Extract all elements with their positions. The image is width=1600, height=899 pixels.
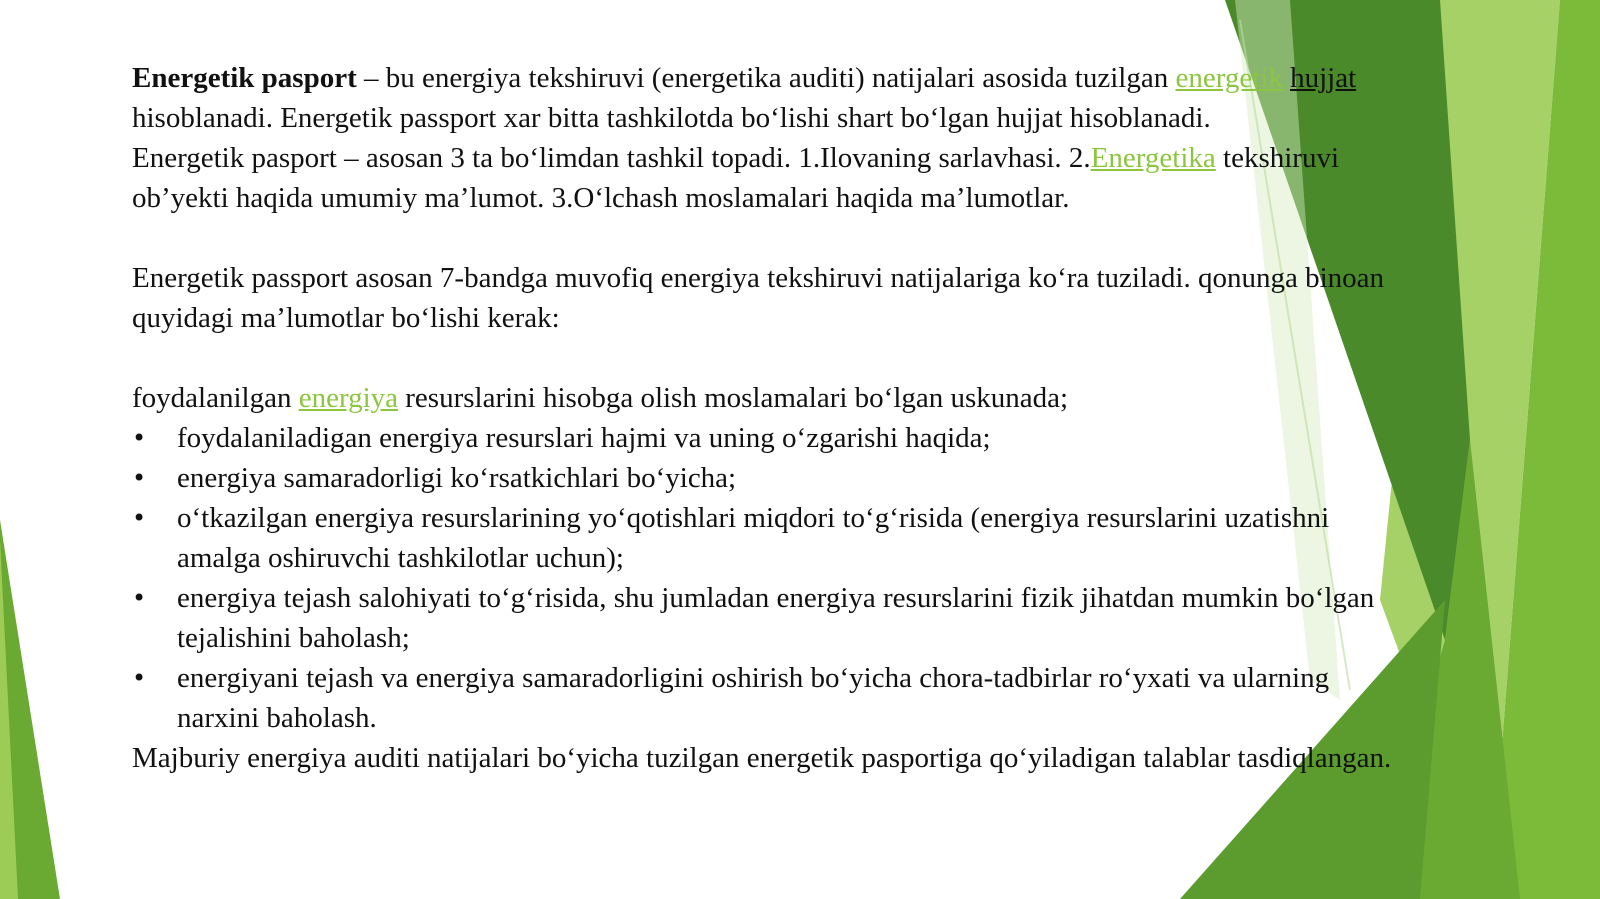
- equipment-text-b: resurslarini hisobga olish moslamalari bo‘lgan uskunada;: [398, 382, 1069, 414]
- list-item: • foydalaniladigan energiya resurslari hajmi va uning o‘zgarishi haqida;: [132, 418, 1412, 458]
- term-energetik-pasport: Energetik pasport: [132, 62, 357, 94]
- paragraph-definition: [132, 58, 1412, 138]
- bullet-icon: •: [132, 464, 147, 492]
- link-energiya[interactable]: energiya: [298, 382, 399, 414]
- definition-text-b: hisoblanadi. Energetik passport xar bitta tashkilotda bo‘lishi shart bo‘lgan hujjat hisoblanadi.: [132, 102, 1211, 134]
- bullet-icon: •: [132, 504, 147, 532]
- paragraph-sections: [132, 138, 1412, 218]
- slide-body: [132, 58, 1412, 778]
- bullet-icon: •: [132, 424, 147, 452]
- bullet-icon: •: [132, 584, 147, 612]
- link-hujjat[interactable]: hujjat: [1290, 62, 1357, 94]
- list-item: • energiyani tejash va energiya samaradorligini oshirish bo‘yicha chora-tadbirlar ro‘yxati va ularning narxini baholash.: [132, 658, 1412, 738]
- spacer: [132, 218, 1412, 258]
- link-energetik[interactable]: energetik: [1175, 62, 1283, 94]
- definition-text-a: – bu energiya tekshiruvi (energetika auditi) natijalari asosida tuzilgan: [356, 62, 1176, 94]
- requirements-list: [132, 418, 1412, 738]
- bullet-icon: •: [132, 664, 147, 692]
- list-item: • energiya tejash salohiyati to‘g‘risida, shu jumladan energiya resurslarini fizik jihatdan mumkin bo‘lgan tejalishini baholash;: [132, 578, 1412, 658]
- equipment-text-a: foydalanilgan: [132, 382, 299, 414]
- paragraph-law: [132, 258, 1412, 338]
- paragraph-mandatory-audit: [132, 738, 1412, 778]
- sections-text-a: Energetik pasport – asosan 3 ta bo‘limdan tashkil topadi. 1.Ilovaning sarlavhasi. 2.: [132, 142, 1091, 174]
- sections-text-b: tekshiruvi ob’yekti haqida umumiy ma’lumot. 3.O‘lchash moslamalari haqida ma’lumotlar.: [132, 142, 1340, 214]
- list-item: • energiya samaradorligi ko‘rsatkichlari bo‘yicha;: [132, 458, 1412, 498]
- mandatory-audit-text: Majburiy energiya auditi natijalari bo‘yicha tuzilgan energetik pasportiga qo‘yiladigan talablar tasdiqlangan.: [132, 742, 1392, 774]
- spacer: [132, 338, 1412, 378]
- list-item: • o‘tkazilgan energiya resurslarining yo‘qotishlari miqdori to‘g‘risida (energiya resurslarini uzatishni amalga oshiruvchi tashkilotlar uchun);: [132, 498, 1412, 578]
- link-energetika[interactable]: Energetika: [1090, 142, 1216, 174]
- paragraph-equipment: [132, 378, 1412, 418]
- law-text: Energetik passport asosan 7-bandga muvofiq energiya tekshiruvi natijalariga ko‘ra tuziladi. qonunga binoan quyidagi ma’lumotlar bo‘lishi kerak:: [132, 262, 1385, 334]
